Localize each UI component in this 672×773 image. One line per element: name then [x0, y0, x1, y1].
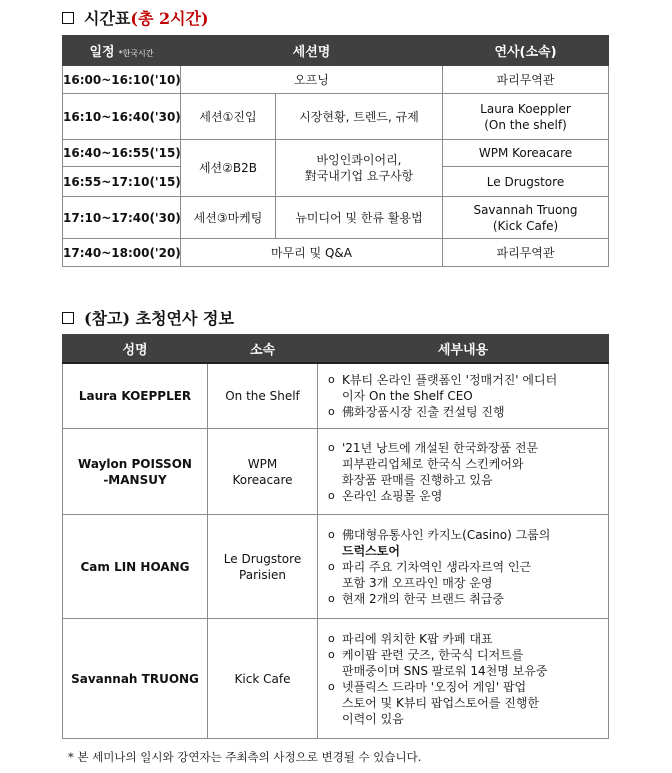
time-cell: 16:40~16:55('15): [63, 140, 181, 167]
session-topic-cell: 시장현황, 트렌드, 규제: [276, 94, 443, 140]
session-group-cell: 세션②B2B: [181, 140, 276, 197]
schedule-header-row: [63, 36, 609, 66]
header-speaker: 연사(소속): [443, 36, 609, 66]
speaker-org-cell: Le Drugstore Parisien: [208, 515, 318, 619]
session-group-cell: 세션①진입: [181, 94, 276, 140]
header-name: 성명: [63, 335, 208, 363]
time-cell: 16:55~17:10('15): [63, 167, 181, 197]
speaker-org-cell: Kick Cafe: [208, 619, 318, 739]
detail-bullet: o 佛대형유통사인 카지노(Casino) 그룹의 드럭스토어: [326, 527, 602, 559]
detail-bullet: o K뷰티 온라인 플랫폼인 '정매거진' 에디터 이자 On the Shelf CEO: [326, 372, 602, 404]
speaker-details-cell: [318, 515, 609, 619]
speakers-section-title: [62, 306, 234, 329]
time-cell: 16:10~16:40('30): [63, 94, 181, 140]
speaker-cell: WPM Koreacare: [443, 140, 609, 167]
session-topic-cell: 바잉인콰이어리, 對국내기업 요구사항: [276, 140, 443, 197]
speakers-header-row: [63, 335, 609, 363]
speaker-cell: Savannah Truong (Kick Cafe): [443, 197, 609, 239]
speaker-org-cell: WPM Koreacare: [208, 429, 318, 515]
speakers-title: (참고) 초청연사 정보: [84, 309, 234, 328]
header-session: 세션명: [181, 36, 443, 66]
detail-bullet: o 넷플릭스 드라마 '오징어 게임' 팝업 스토어 및 K뷰티 팝업스토어를 진행한 이력이 있음: [326, 679, 602, 727]
schedule-section-title: [62, 6, 209, 29]
speaker-details-cell: [318, 429, 609, 515]
session-group-cell: 세션③마케팅: [181, 197, 276, 239]
detail-bullet: o 파리 주요 기차역인 생라자르역 인근 포함 3개 오프라인 매장 운영: [326, 559, 602, 591]
detail-bullet: o 케이팝 관련 굿즈, 한국식 디저트를 판매중이며 SNS 팔로워 14천명 보유중: [326, 647, 602, 679]
speaker-row: [63, 429, 609, 515]
schedule-row: [63, 197, 609, 239]
speaker-cell: 파리무역관: [443, 66, 609, 94]
schedule-row: [63, 66, 609, 94]
checkbox-square-icon: [62, 12, 74, 24]
checkbox-square-icon: [62, 312, 74, 324]
time-cell: 17:40~18:00('20): [63, 239, 181, 267]
speaker-row: [63, 619, 609, 739]
header-time: 일정 *한국시간: [63, 36, 181, 66]
schedule-row: [63, 239, 609, 267]
detail-bullet: o '21년 낭트에 개설된 한국화장품 전문 피부관리업체로 한국식 스킨케어와 화장품 판매를 진행하고 있음: [326, 440, 602, 488]
schedule-row: [63, 140, 609, 167]
speaker-details-cell: [318, 619, 609, 739]
detail-bullet: o 佛화장품시장 진출 컨설팅 진행: [326, 404, 602, 420]
schedule-title: 시간표: [84, 9, 131, 28]
speaker-name-cell: Cam LIN HOANG: [63, 515, 208, 619]
session-cell: 마무리 및 Q&A: [181, 239, 443, 267]
speaker-org-cell: On the Shelf: [208, 363, 318, 429]
time-cell: 17:10~17:40('30): [63, 197, 181, 239]
speaker-name-cell: Savannah TRUONG: [63, 619, 208, 739]
time-cell: 16:00~16:10('10): [63, 66, 181, 94]
detail-bullet: o 온라인 쇼핑몰 운영: [326, 488, 602, 504]
session-topic-cell: 뉴미디어 및 한류 활용법: [276, 197, 443, 239]
header-time-note: *한국시간: [118, 49, 154, 58]
detail-bullet: o 파리에 위치한 K팝 카페 대표: [326, 631, 602, 647]
speaker-name-cell: Laura KOEPPLER: [63, 363, 208, 429]
speaker-row: [63, 515, 609, 619]
schedule-row: [63, 94, 609, 140]
detail-bullet: o 현재 2개의 한국 브랜드 취급중: [326, 591, 602, 607]
session-cell: 오프닝: [181, 66, 443, 94]
speaker-name-cell: Waylon POISSON -MANSUY: [63, 429, 208, 515]
speaker-cell: Laura Koeppler (On the shelf): [443, 94, 609, 140]
header-details: 세부내용: [318, 335, 609, 363]
footnote: * 본 세미나의 일시와 강연자는 주최측의 사정으로 변경될 수 있습니다.: [68, 750, 422, 764]
speakers-table: [62, 334, 609, 739]
speaker-row: [63, 363, 609, 429]
schedule-title-note: (총 2시간): [130, 9, 209, 28]
speaker-cell: 파리무역관: [443, 239, 609, 267]
speaker-cell: Le Drugstore: [443, 167, 609, 197]
schedule-table: [62, 35, 609, 267]
header-org: 소속: [208, 335, 318, 363]
speaker-details-cell: [318, 363, 609, 429]
